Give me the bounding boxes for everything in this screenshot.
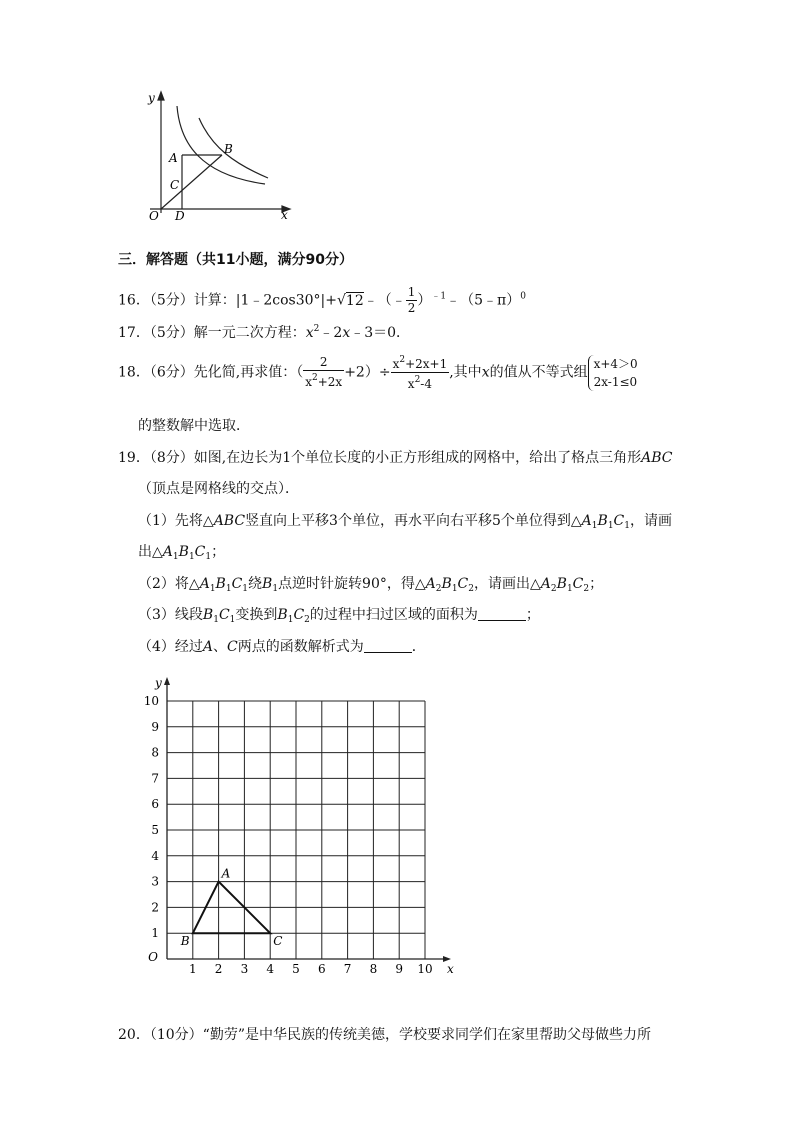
q19-abc: ABC — [641, 450, 673, 466]
x-tick-label-1: 1 — [188, 962, 197, 976]
q19-p3-B1b: B — [277, 607, 288, 623]
y-tick-label-8: 8 — [151, 745, 159, 760]
q19-p2-B1d-sub: 1 — [566, 584, 573, 594]
q19-p2-B1-sub: 1 — [225, 584, 232, 594]
q19-lead: 如图,在边长为1个单位长度的小正方形组成的网格中，给出了格点三角形 — [193, 450, 642, 466]
q18-mid: +2）÷ — [344, 364, 391, 381]
fig-label-x: x — [281, 208, 288, 222]
q19-p3-answer-blank[interactable] — [478, 608, 526, 621]
q19-p2-A2b-sub: 2 — [550, 584, 557, 594]
q19-p4-d: ． — [411, 639, 426, 655]
q19-p2-e: ； — [589, 576, 604, 592]
section-title: 三．解答题（共11小题，满分90分） — [118, 252, 353, 268]
q18-f2-num-a: x — [392, 357, 400, 371]
q19-p1-B: B — [597, 513, 608, 529]
q19-line-2: （顶点是网格线的交点）． — [138, 481, 299, 497]
q17-x2: x — [342, 325, 351, 341]
y-tick-label-10: 10 — [143, 694, 159, 708]
fig-label-c: C — [170, 178, 180, 192]
question-19 — [118, 447, 672, 467]
q18-f1-den-a: x — [305, 375, 312, 389]
q19-p2-A2b: A — [540, 576, 551, 592]
q19-p3-C1-sub: 1 — [229, 615, 236, 625]
q19-p3-C2-sub: 2 — [304, 615, 310, 625]
q19-p2-a: （2）将△ — [138, 576, 200, 592]
y-tick-label-2: 2 — [151, 900, 159, 915]
q19-p1-B-sub: 1 — [607, 521, 614, 531]
q19-p1l2-A: A — [162, 544, 173, 560]
q16-radicand: 12 — [345, 292, 364, 309]
q19-p1-abc: ABC — [213, 513, 246, 529]
vertex-b-label: B — [180, 934, 190, 949]
q18-f2-den-b: -4 — [420, 377, 432, 391]
y-tick-label-9: 9 — [151, 719, 159, 734]
outer-hyperbola — [199, 118, 268, 178]
q18-f1-den-b: +2x — [317, 375, 343, 389]
q19-p2-d: ，请画出△ — [474, 576, 541, 592]
q19-p2-A2: A — [425, 576, 436, 592]
question-18 — [118, 353, 638, 392]
x-tick-label-2: 2 — [214, 962, 223, 976]
q19-p2-B1b-sub: 1 — [272, 584, 279, 594]
q16-score: （5分） — [149, 292, 194, 309]
q16-mid1: ﹣（﹣ — [363, 292, 406, 309]
grid-origin-label: O — [148, 950, 158, 964]
q19-p2-C1: C — [231, 576, 243, 592]
q19-p1-A-sub: 1 — [591, 521, 598, 531]
q19-p1-C: C — [613, 513, 625, 529]
q19-part-1 — [138, 510, 672, 531]
q19-p2-C1-sub: 1 — [242, 584, 249, 594]
q19-p3-B1-sub: 1 — [213, 615, 219, 625]
question-20 — [118, 1024, 651, 1044]
q19-p3-d: ； — [525, 607, 540, 623]
q18-fraction-1 — [303, 355, 344, 390]
q19-p4-c: 两点的函数解析式为 — [237, 639, 364, 655]
q18-lead: 先化简,再求值：（ — [193, 364, 304, 381]
q19-p2-C2-sub: 2 — [468, 584, 474, 594]
q18-f2-den-a: x — [407, 377, 415, 391]
q18-f2-num-b: +2x+1 — [405, 357, 448, 371]
x-tick-label-7: 7 — [343, 962, 352, 976]
q19-p1-b: 竖直向上平移3个单位，再水平向右平移5个单位得到△ — [245, 513, 582, 529]
q17-lead: 解一元二次方程： — [193, 325, 306, 341]
q19-p2-B1: B — [215, 576, 226, 592]
x-tick-label-10: 10 — [417, 962, 433, 976]
q18-f2-num — [391, 353, 450, 373]
q18-x: x — [481, 364, 490, 381]
question-16 — [118, 285, 526, 316]
y-tick-label-5: 5 — [151, 823, 159, 837]
q18-f2-den-exp: 2 — [414, 375, 421, 385]
q19-p2-C2: C — [457, 576, 469, 592]
q19-part-4 — [138, 636, 426, 656]
q17-x: x — [305, 325, 314, 341]
y-tick-label-6: 6 — [151, 797, 159, 812]
q18-ineq-1: x+4＞0 — [593, 356, 638, 371]
q16-frac-num: 1 — [407, 285, 416, 299]
q19-p2-A1-sub: 1 — [209, 584, 216, 594]
q19-p1l2-C: C — [194, 544, 206, 560]
q18-score: （6分） — [149, 364, 194, 381]
x-tick-label-4: 4 — [266, 962, 275, 976]
q19-p2-B1c-sub: 1 — [451, 584, 458, 594]
vertex-c-label: C — [273, 934, 283, 949]
fig-label-o: O — [149, 209, 159, 223]
q16-close1: ） — [417, 292, 432, 309]
q19-p3-C2: C — [293, 607, 305, 623]
fig-label-b: B — [224, 142, 233, 156]
q18-f2-num-exp: 2 — [399, 355, 406, 365]
q19-score: （8分） — [149, 450, 194, 466]
q19-p2-B1b: B — [262, 576, 273, 592]
q19-p1l2-C-sub: 1 — [205, 552, 212, 562]
q19-p2-c: 点逆时针旋转90°，得△ — [278, 576, 426, 592]
q19-p2-C2b-sub: 2 — [583, 584, 590, 594]
q18-f2-den — [391, 373, 450, 392]
q19-p3-B1: B — [202, 607, 214, 623]
inner-hyperbola — [177, 106, 265, 184]
q19-number: 19． — [118, 450, 150, 466]
q19-p1-C-sub: 1 — [624, 521, 630, 531]
q17-exp: 2 — [313, 324, 320, 334]
fig-label-a: A — [169, 151, 178, 165]
q19-p2-C2b: C — [572, 576, 584, 592]
q19-p2-B1d: B — [556, 576, 567, 592]
grid-y-label: y — [155, 676, 162, 690]
vertex-a-label: A — [221, 866, 231, 881]
q16-number: 16． — [118, 292, 150, 309]
q18-ineq-2: 2x-1≤0 — [593, 374, 638, 389]
x-tick-label-8: 8 — [369, 962, 378, 976]
q19-p1-A: A — [581, 513, 592, 529]
y-tick-label-4: 4 — [151, 848, 159, 863]
q19-p1l2-a: 出△ — [138, 544, 163, 560]
q19-p2-A2-sub: 2 — [435, 584, 442, 594]
grid-x-label: x — [447, 962, 454, 976]
q18-line-2: 的整数解中选取． — [138, 418, 250, 434]
q16-lead: 计算：|1﹣2cos30°|+ — [193, 292, 337, 309]
q19-p2-B1c: B — [441, 576, 452, 592]
q20-number: 20． — [118, 1027, 150, 1043]
q20-score: （10分） — [149, 1027, 203, 1043]
q19-p4-b: 、 — [213, 639, 228, 655]
q19-p2-A1: A — [199, 576, 210, 592]
fig-label-y: y — [148, 91, 155, 105]
q18-f1-den-exp: 2 — [311, 373, 318, 383]
question-17 — [118, 322, 410, 342]
q18-inequality-system — [588, 355, 638, 391]
q18-tail1: ,其中 — [449, 364, 482, 381]
x-tick-label-6: 6 — [317, 962, 326, 976]
q18-f1-den — [303, 371, 344, 390]
q19-p4-answer-blank[interactable] — [364, 640, 412, 653]
q16-frac-den: 2 — [407, 301, 416, 315]
fig-label-d: D — [175, 209, 185, 223]
q20-text: “勤劳”是中华民族的传统美德，学校要求同学们在家里帮助父母做些力所 — [202, 1027, 651, 1043]
q19-p3-C1: C — [218, 607, 230, 623]
q19-p1l2-B: B — [178, 544, 189, 560]
q19-p1l2-b: ； — [211, 544, 226, 560]
q17-rest2: ﹣3＝0． — [350, 325, 411, 341]
q16-mid2: ﹣（5﹣π） — [446, 292, 521, 309]
q18-tail2: 的值从不等式组 — [489, 364, 588, 381]
x-tick-label-5: 5 — [292, 962, 300, 976]
q19-p2-b: 绕 — [248, 576, 263, 592]
sqrt-icon: √ — [337, 292, 346, 309]
q18-f1-num: 2 — [303, 355, 344, 371]
grid-y-arrow — [164, 677, 170, 685]
q16-exp2: 0 — [520, 291, 526, 302]
x-tick-label-3: 3 — [240, 962, 249, 976]
q19-p1-a: （1）先将△ — [138, 513, 214, 529]
q19-p4-A: A — [202, 639, 214, 655]
y-tick-label-1: 1 — [151, 926, 159, 941]
q19-part-3 — [138, 604, 540, 625]
q19-p1l2-B-sub: 1 — [188, 552, 195, 562]
q18-number: 18． — [118, 364, 150, 381]
q18-fraction-2 — [391, 353, 450, 392]
q19-part-2 — [138, 573, 603, 594]
q17-score: （5分） — [149, 325, 194, 341]
q19-part-1-line-2 — [138, 541, 225, 562]
q19-p1-c: ，请画 — [630, 513, 672, 529]
q19-p4-C: C — [227, 639, 238, 655]
q16-exp1: ﹣1 — [431, 291, 447, 302]
y-axis-arrow — [158, 92, 164, 100]
q19-p1l2-A-sub: 1 — [172, 552, 179, 562]
q19-p3-c: 的过程中扫过区域的面积为 — [309, 607, 478, 623]
coordinate-grid-figure — [142, 666, 462, 982]
hyperbola-figure — [140, 88, 300, 223]
q19-p3-b: 变换到 — [235, 607, 278, 623]
y-tick-label-7: 7 — [151, 771, 159, 786]
q19-p4-a: （4）经过 — [138, 639, 203, 655]
q16-fraction — [406, 285, 418, 316]
q19-p3-a: （3）线段 — [138, 607, 203, 623]
q17-rest1: ﹣2 — [319, 325, 343, 341]
y-tick-label-3: 3 — [151, 874, 159, 889]
q19-p3-B1b-sub: 1 — [287, 615, 294, 625]
x-tick-label-9: 9 — [395, 962, 404, 976]
q17-number: 17． — [118, 325, 150, 341]
